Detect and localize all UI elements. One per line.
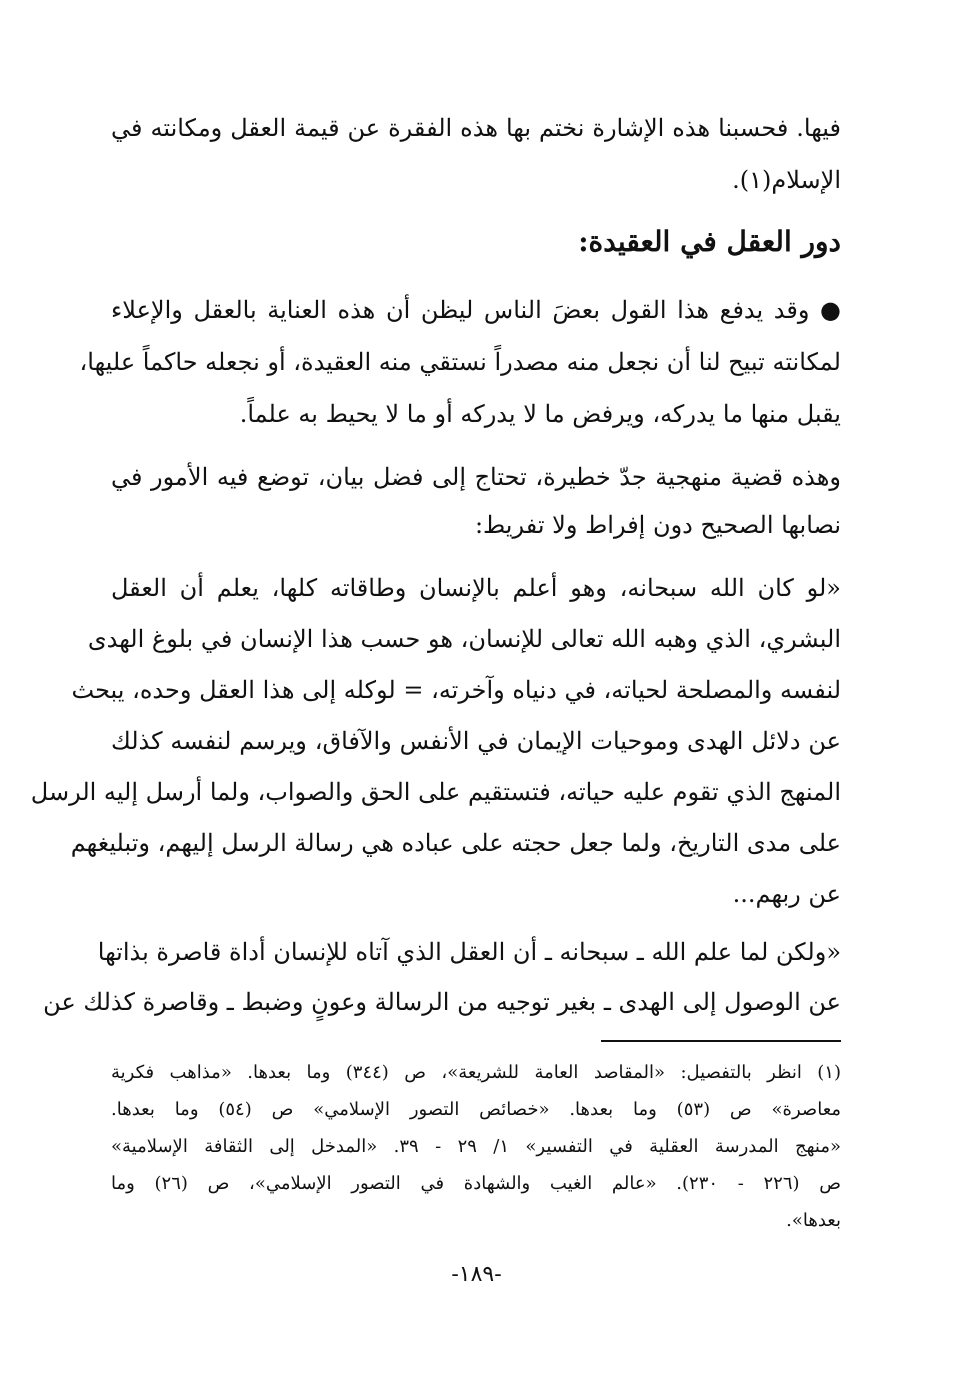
- quote-line: «ولكن لما علم الله ـ سبحانه ـ أن العقل الذي آتاه للإنسان أداة قاصرة بذاتها: [97, 938, 841, 966]
- text-line: ● وقد يدفع هذا القول بعضَ الناس ليظن أن هذه العناية بالعقل والإعلاء: [111, 296, 841, 324]
- quote-line: لنفسه والمصلحة لحياته، في دنياه وآخرته، = لوكله إلى هذا العقل وحده، يبحث: [71, 676, 841, 704]
- quote-line: «لو كان الله سبحانه، وهو أعلم بالإنسان وطاقاته كلها، يعلم أن العقل: [111, 574, 841, 602]
- quote-line: عن دلائل الهدى وموحيات الإيمان في الأنفس والآفاق، ويرسم لنفسه كذلك: [111, 727, 842, 755]
- quote-line: المنهج الذي تقوم عليه حياته، فتستقيم على الحق والصواب، ولما أرسل إليه الرسل: [30, 778, 841, 806]
- footnote-line: (١) انظر بالتفصيل: «المقاصد العامة للشريعة»، ص (٣٤٤) وما بعدها. «مذاهب فكرية: [111, 1062, 841, 1083]
- quote-line: على مدى التاريخ، ولما جعل حجته على عباده هي رسالة الرسل إليهم، وتبليغهم: [70, 829, 841, 857]
- footnote-line: ص (٢٢٦ - ٢٣٠). «عالم الغيب والشهادة في التصور الإسلامي»، ص (٢٦) وما: [111, 1173, 842, 1194]
- text-line: فيها. فحسبنا هذه الإشارة نختم بها هذه الفقرة عن قيمة العقل ومكانته في: [111, 114, 841, 142]
- text-line: يقبل منها ما يدركه، ويرفض ما لا يدركه أو ما لا يحيط به علماً.: [239, 400, 841, 428]
- quote-line: عن الوصول إلى الهدى ـ بغير توجيه من الرسالة وعونٍ وضبط ـ وقاصرة كذلك عن: [43, 988, 841, 1016]
- quote-line: البشري، الذي وهبه الله تعالى للإنسان، هو حسب هذا الإنسان في بلوغ الهدى: [87, 625, 841, 653]
- footnote-line: «منهج المدرسة العقلية في التفسير» ١/ ٢٩ - ٣٩. «المدخل إلى الثقافة الإسلامية»: [111, 1136, 841, 1157]
- footnote-separator: [601, 1040, 841, 1042]
- quote-line: عن ربهم...: [732, 880, 841, 908]
- page-number: -١٨٩-: [451, 1262, 502, 1287]
- footnote-line: معاصرة» ص (٥٣) وما بعدها. «خصائص التصور الإسلامي» ص (٥٤) وما بعدها.: [111, 1099, 842, 1120]
- text-line: نصابها الصحيح دون إفراط ولا تفريط:: [474, 511, 841, 539]
- text-line: لمكانته تبيح لنا أن نجعل منه مصدراً نستقي منه العقيدة، أو نجعله حاكماً عليها،: [79, 348, 841, 376]
- text-line: الإسلام(١).: [732, 166, 841, 194]
- footnote-line: بعدها».: [786, 1210, 841, 1231]
- text-line: وهذه قضية منهجية جدّ خطيرة، تحتاج إلى فضل بيان، توضع فيه الأمور في: [111, 463, 841, 491]
- section-heading: دور العقل في العقيدة:: [578, 225, 841, 258]
